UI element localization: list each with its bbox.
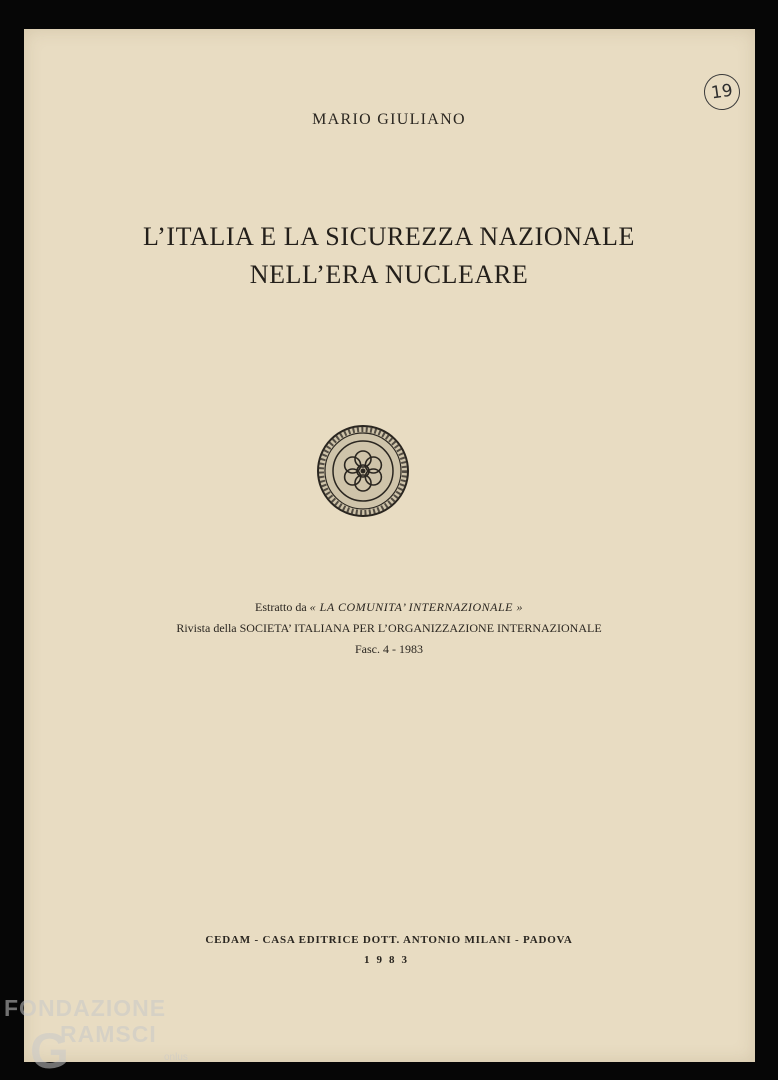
fondazione-gramsci-watermark [4,992,214,1077]
publisher-name: CEDAM - CASA EDITRICE DOTT. ANTONIO MILANI - PADOVA [205,934,573,946]
publisher-info [0,930,778,970]
watermark-initial: G [30,1023,69,1077]
publication-year: 1983 [364,954,414,966]
journal-name: « LA COMUNITA’ INTERNAZIONALE » [309,600,523,614]
issue-number: Fasc. 4 - 1983 [355,642,423,656]
extract-info [0,597,778,660]
watermark-line-2: RAMSCI [60,1021,157,1047]
handwritten-annotation: 19 [702,72,743,113]
title-line-2: NELL’ERA NUCLEARE [249,260,529,289]
society-name: Rivista della SOCIETA’ ITALIANA PER L’ORGANIZZAZIONE INTERNAZIONALE [176,621,602,635]
author-name: MARIO GIULIANO [312,111,466,128]
society-seal-icon [317,425,409,517]
document-title [0,218,778,294]
document-page [24,29,755,1062]
watermark-suffix: onlus [164,1052,188,1063]
extract-source [0,597,778,618]
title-line-1: L’ITALIA E LA SICUREZZA NAZIONALE [143,222,635,251]
watermark-line-1: FONDAZIONE [4,995,167,1021]
extract-prefix: Estratto da [255,600,307,614]
